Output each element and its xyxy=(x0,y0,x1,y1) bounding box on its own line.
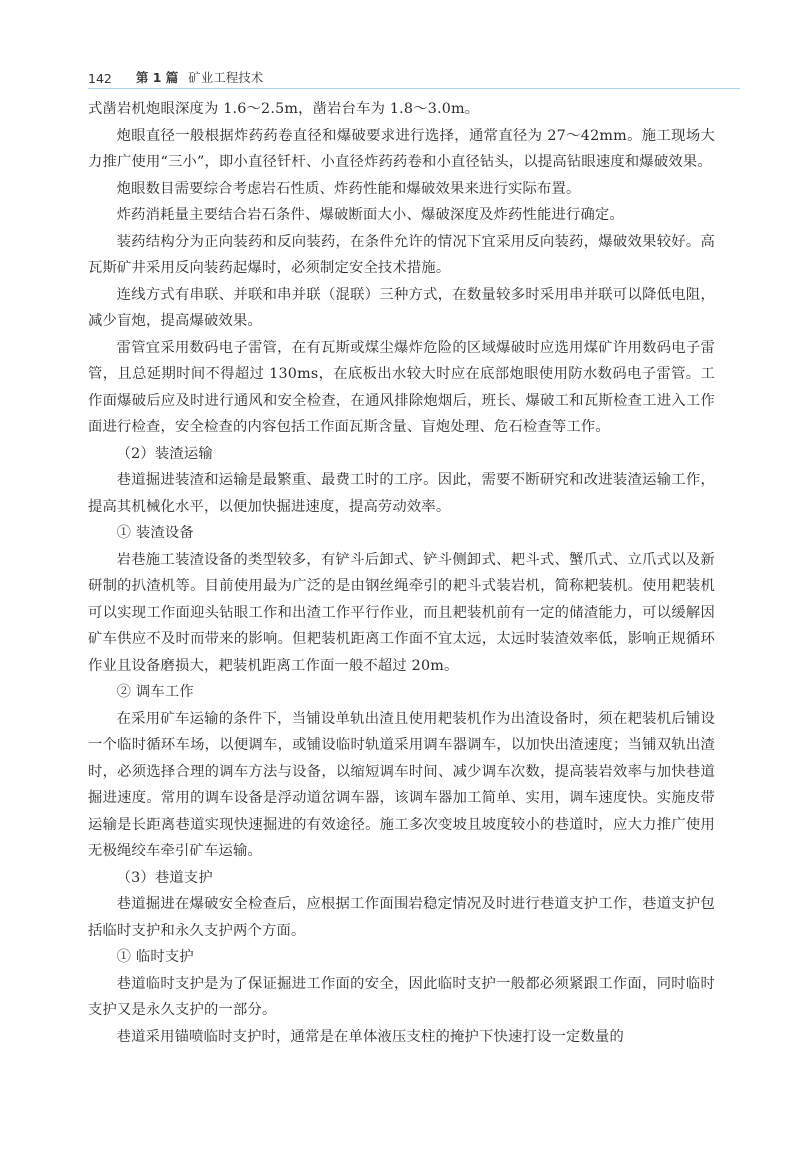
paragraph: 在采用矿车运输的条件下，当铺设单轨出渣且使用耙装机作为出渣设备时，须在耙装机后铺设一个临时循环车场，以便调车，或铺设临时轨道采用调车器调车，以加快出渣速度；当铺双轨出渣时，必须选择合理的调车方法与设备，以缩短调车时间、减少调车次数，提高装岩效率与加快巷道掘进速度。常用的调车设备是浮动道岔调车器，该调车器加工简单、实用，调车速度快。实施皮带运输是长距离巷道实现快速掘进的有效途径。施工多次变坡且坡度较小的巷道时，应大力推广使用无极绳绞车牵引矿车运输。 xyxy=(88,710,715,859)
section-title: 矿业工程技术 xyxy=(188,70,264,85)
page-number: 142 xyxy=(88,71,112,86)
paragraph: 巷道采用锚喷临时支护时，通常是在单体液压支柱的掩护下快速打设一定数量的 xyxy=(116,1028,624,1045)
paragraph: 巷道临时支护是为了保证掘进工作面的安全，因此临时支护一般都必须紧跟工作面，同时临时支护又是永久支护的一部分。 xyxy=(88,975,715,1018)
subheading: ① 装渣设备 xyxy=(116,525,194,541)
paragraph: 岩巷施工装渣设备的类型较多，有铲斗后卸式、铲斗侧卸式、耙斗式、蟹爪式、立爪式以及新研制的扒渣机等。目前使用最为广泛的是由钢丝绳牵引的耙斗式装岩机，简称耙装机。使用耙装机可以实现工作面迎头钻眼工作和出渣工作平行作业，而且耙装机前有一定的储渣能力，可以缓解因矿车供应不及时而带来的影响。但耙装机距离工作面不宜太远，太远时装渣效率低，影响正规循环作业且设备磨损大，耙装机距离工作面一般不超过 20m。 xyxy=(88,551,715,674)
paragraph: 连线方式有串联、并联和串并联（混联）三种方式，在数量较多时采用串并联可以降低电阻，减少盲炮，提高爆破效果。 xyxy=(88,286,715,329)
paragraph: 炮眼数目需要综合考虑岩石性质、炸药性能和爆破效果来进行实际布置。 xyxy=(116,180,581,197)
paragraph: 巷道掘进在爆破安全检查后，应根据工作面围岩稳定情况及时进行巷道支护工作，巷道支护包括临时支护和永久支护两个方面。 xyxy=(88,896,715,939)
subheading: （3）巷道支护 xyxy=(116,869,213,886)
paragraph: 炸药消耗量主要结合岩石条件、爆破断面大小、爆破深度及炸药性能进行确定。 xyxy=(116,207,624,223)
chapter-label: 第 1 篇 xyxy=(135,70,179,85)
paragraph: 炮眼直径一般根据炸药药卷直径和爆破要求进行选择，通常直径为 27～42mm。施工现场大力推广使用“三小”，即小直径钎杆、小直径炸药药卷和小直径钻头，以提高钻眼速度和爆破效果。 xyxy=(88,127,715,170)
running-header xyxy=(88,62,740,86)
body-text xyxy=(88,96,715,1050)
subheading: ② 调车工作 xyxy=(116,684,194,700)
subheading: ① 临时支护 xyxy=(116,949,194,965)
header-rule xyxy=(88,88,740,89)
paragraph: 雷管宜采用数码电子雷管，在有瓦斯或煤尘爆炸危险的区域爆破时应选用煤矿许用数码电子雷管，且总延期时间不得超过 130ms，在底板出水较大时应在底部炮眼使用防水数码电子雷管。工作面爆破后应及时进行通风和安全检查，在通风排除炮烟后，班长、爆破工和瓦斯检查工进入工作面进行检查，安全检查的内容包括工作面瓦斯含量、盲炮处理、危石检查等工作。 xyxy=(88,339,715,435)
paragraph: 装药结构分为正向装药和反向装药，在条件允许的情况下宜采用反向装药，爆破效果较好。高瓦斯矿井采用反向装药起爆时，必须制定安全技术措施。 xyxy=(88,233,715,276)
subheading: （2）装渣运输 xyxy=(116,445,213,462)
paragraph: 巷道掘进装渣和运输是最繁重、最费工时的工序。因此，需要不断研究和改进装渣运输工作，提高其机械化水平，以便加快掘进速度，提高劳动效率。 xyxy=(88,472,715,515)
paragraph: 式凿岩机炮眼深度为 1.6～2.5m，凿岩台车为 1.8～3.0m。 xyxy=(88,101,480,117)
